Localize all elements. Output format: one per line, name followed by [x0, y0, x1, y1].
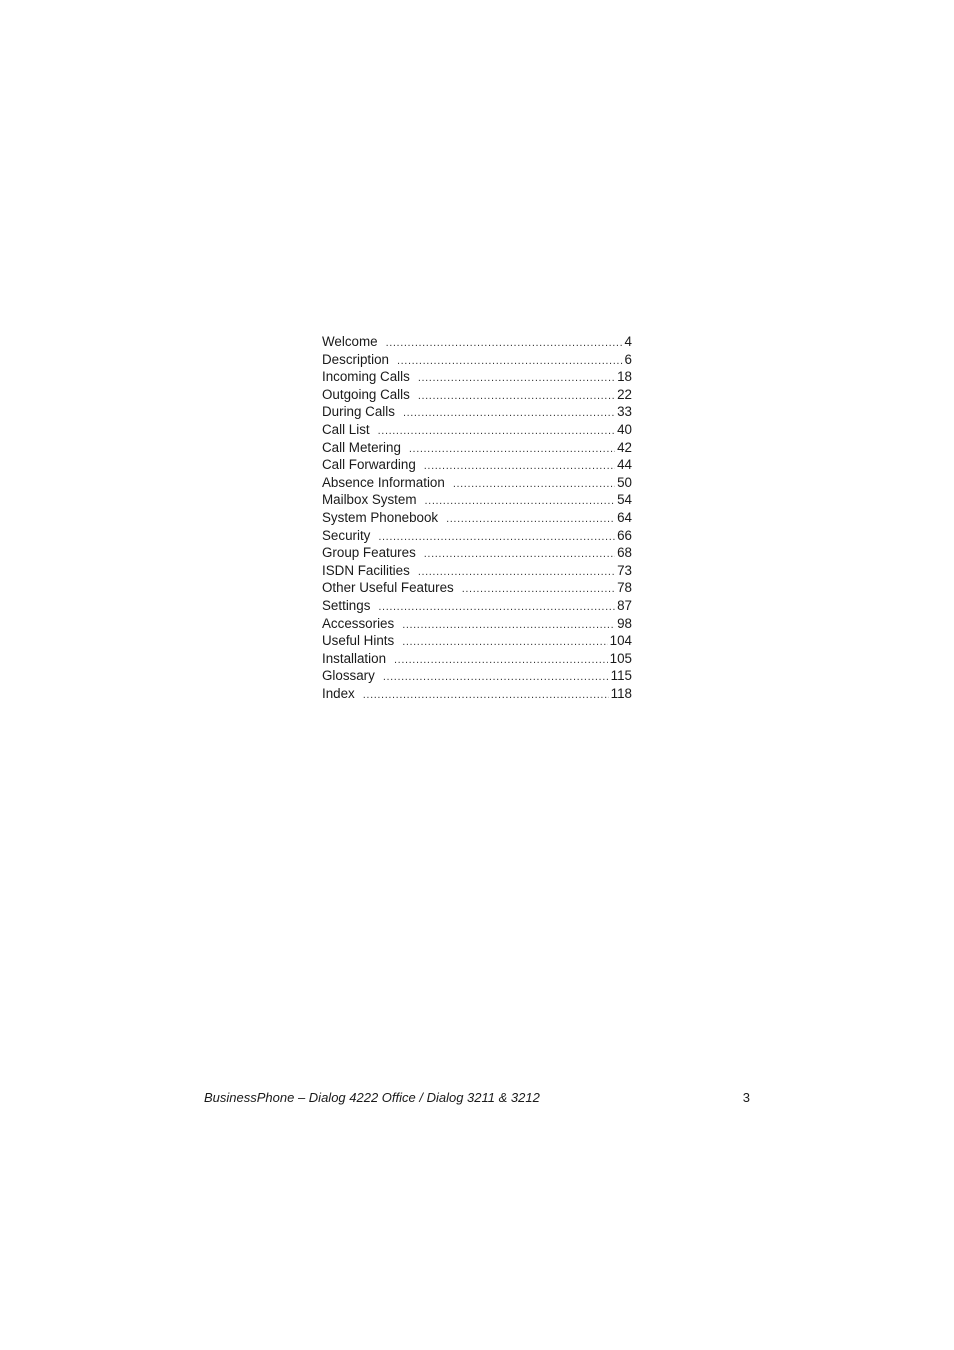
- toc-entry-title: Incoming Calls: [322, 369, 410, 385]
- toc-entry-page: 18: [617, 369, 632, 385]
- toc-entry-title: Call List: [322, 421, 370, 437]
- toc-entry[interactable]: [322, 579, 632, 597]
- toc-entry[interactable]: [322, 527, 632, 545]
- toc-entry-title: Group Features: [322, 545, 416, 561]
- toc-entry-page: 22: [617, 386, 632, 402]
- toc-entry[interactable]: [322, 685, 632, 703]
- toc-entry[interactable]: [322, 509, 632, 527]
- toc-entry-page: 68: [617, 545, 632, 561]
- toc-entry-title: System Phonebook: [322, 509, 439, 525]
- toc-entry-title: Glossary: [322, 668, 375, 684]
- toc-entry[interactable]: [322, 333, 632, 351]
- toc-entry-title: Useful Hints: [322, 633, 395, 649]
- toc-dot-leader: [386, 335, 623, 353]
- toc-entry-title: Other Useful Features: [322, 580, 454, 596]
- toc-dot-leader: [446, 511, 615, 529]
- toc-dot-leader: [462, 581, 615, 599]
- toc-entry[interactable]: [322, 474, 632, 492]
- toc-entry[interactable]: [322, 368, 632, 386]
- toc-dot-leader: [378, 423, 615, 441]
- toc-dot-leader: [425, 493, 616, 511]
- toc-entry-title: Description: [322, 351, 389, 367]
- toc-entry-title: Absence Information: [322, 474, 445, 490]
- toc-entry-page: 44: [617, 457, 632, 473]
- toc-entry-page: 40: [617, 421, 632, 437]
- footer-document-title: BusinessPhone – Dialog 4222 Office / Dialog 3211 & 3212: [204, 1090, 540, 1105]
- toc-dot-leader: [424, 546, 615, 564]
- toc-entry-title: Accessories: [322, 615, 395, 631]
- toc-entry[interactable]: [322, 544, 632, 562]
- toc-entry-title: Index: [322, 685, 355, 701]
- toc-entry-title: Welcome: [322, 334, 378, 349]
- toc-dot-leader: [403, 405, 615, 423]
- toc-entry-page: 87: [617, 597, 632, 613]
- toc-entry-title: Mailbox System: [322, 492, 417, 508]
- toc-entry-page: 33: [617, 404, 632, 420]
- toc-entry-title: Call Forwarding: [322, 457, 416, 473]
- toc-entry-title: Security: [322, 527, 371, 543]
- toc-dot-leader: [363, 687, 609, 705]
- toc-dot-leader: [402, 617, 615, 635]
- toc-entry-title: Call Metering: [322, 439, 401, 455]
- toc-dot-leader: [383, 669, 609, 687]
- toc-entry-title: Settings: [322, 597, 371, 613]
- toc-entry[interactable]: [322, 491, 632, 509]
- table-of-contents: [322, 333, 632, 702]
- toc-dot-leader: [453, 476, 615, 494]
- toc-entry[interactable]: [322, 562, 632, 580]
- toc-dot-leader: [394, 652, 608, 670]
- toc-entry[interactable]: [322, 615, 632, 633]
- toc-entry[interactable]: [322, 597, 632, 615]
- toc-dot-leader: [418, 388, 615, 406]
- toc-entry-page: 104: [609, 633, 632, 649]
- toc-entry[interactable]: [322, 421, 632, 439]
- toc-entry-page: 64: [617, 509, 632, 525]
- toc-entry[interactable]: [322, 650, 632, 668]
- toc-entry-page: 66: [617, 527, 632, 543]
- toc-entry-page: 98: [617, 615, 632, 631]
- toc-entry-title: During Calls: [322, 404, 395, 420]
- toc-entry-page: 118: [610, 685, 632, 701]
- toc-entry-title: ISDN Facilities: [322, 562, 410, 578]
- toc-dot-leader: [409, 441, 615, 459]
- toc-entry-page: 4: [624, 334, 632, 349]
- toc-entry-page: 78: [617, 580, 632, 596]
- toc-entry-page: 50: [617, 474, 632, 490]
- toc-entry-page: 42: [617, 439, 632, 455]
- toc-dot-leader: [418, 370, 615, 388]
- toc-dot-leader: [397, 353, 623, 371]
- toc-entry[interactable]: [322, 403, 632, 421]
- toc-entry-page: 115: [610, 668, 632, 684]
- toc-entry[interactable]: [322, 386, 632, 404]
- toc-entry-page: 6: [624, 351, 632, 367]
- toc-entry[interactable]: [322, 456, 632, 474]
- toc-entry[interactable]: [322, 667, 632, 685]
- toc-entry[interactable]: [322, 632, 632, 650]
- toc-entry[interactable]: [322, 351, 632, 369]
- footer-page-number: 3: [742, 1090, 750, 1105]
- toc-entry-page: 73: [617, 562, 632, 578]
- toc-entry-title: Installation: [322, 650, 387, 666]
- toc-dot-leader: [402, 634, 607, 652]
- toc-entry-page: 105: [609, 650, 632, 666]
- toc-entry-page: 54: [617, 492, 632, 508]
- toc-entry[interactable]: [322, 439, 632, 457]
- toc-entry-title: Outgoing Calls: [322, 386, 410, 402]
- toc-dot-leader: [378, 599, 615, 617]
